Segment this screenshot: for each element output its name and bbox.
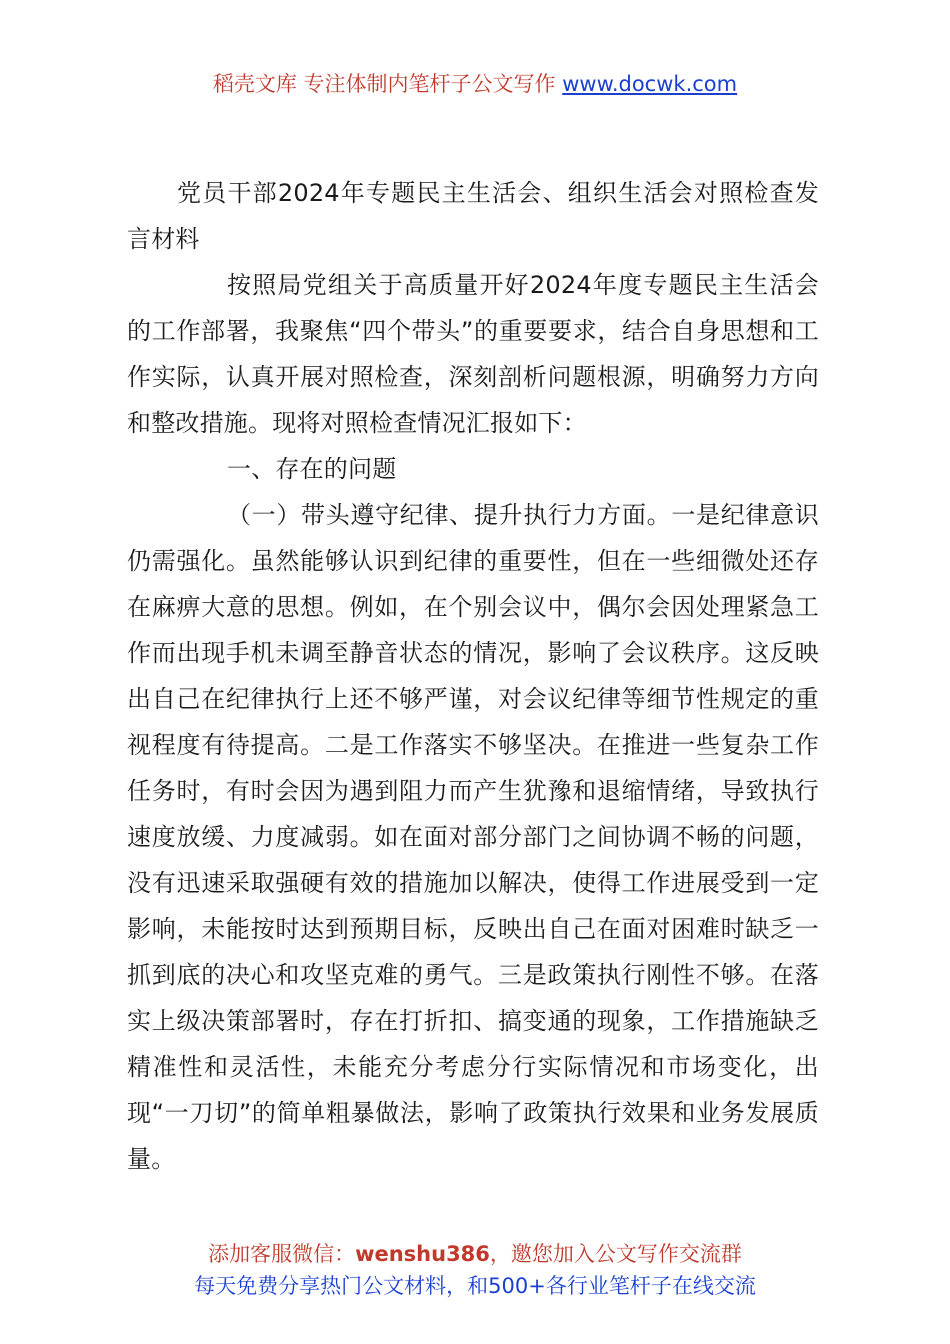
intro-paragraph: 按照局党组关于高质量开好2024年度专题民主生活会的工作部署，我聚焦“四个带头”的重要要求，结合自身思想和工作实际，认真开展对照检查，深刻剖析问题根源，明确努力方向和整改措施。现将对照检查情况汇报如下： <box>127 271 819 437</box>
footer-suffix: ，邀您加入公文写作交流群 <box>489 1242 742 1266</box>
document-body <box>127 170 819 1182</box>
banner-text: 稻壳文库 专注体制内笔杆子公文写作 <box>212 72 563 96</box>
section-heading: 一、存在的问题 <box>227 455 397 483</box>
site-banner <box>0 68 950 100</box>
issue-paragraph: （一）带头遵守纪律、提升执行力方面。一是纪律意识仍需强化。虽然能够认识到纪律的重要性，但在一些细微处还存在麻痹大意的思想。例如，在个别会议中，偶尔会因处理紧急工作而出现手机未调至静音状态的情况，影响了会议秩序。这反映出自己在纪律执行上还不够严谨，对会议纪律等细节性规定的重视程度有待提高。二是工作落实不够坚决。在推进一些复杂工作任务时，有时会因为遇到阻力而产生犹豫和退缩情绪，导致执行速度放缓、力度减弱。如在面对部分部门之间协调不畅的问题，没有迅速采取强硬有效的措施加以解决，使得工作进展受到一定影响，未能按时达到预期目标，反映出自己在面对困难时缺乏一抓到底的决心和攻坚克难的勇气。三是政策执行刚性不够。在落实上级决策部署时，存在打折扣、搞变通的现象，工作措施缺乏精准性和灵活性，未能充分考虑分行实际情况和市场变化，出现“一刀切”的简单粗暴做法，影响了政策执行效果和业务发展质量。 <box>127 501 819 1173</box>
footer-prefix: 添加客服微信： <box>208 1242 356 1266</box>
document-title: 党员干部2024年专题民主生活会、组织生活会对照检查发言材料 <box>127 179 819 253</box>
site-link[interactable]: www.docwk.com <box>562 72 738 96</box>
footer-contact-line <box>0 1238 950 1270</box>
promo-footer <box>0 1238 950 1302</box>
footer-promo-line: 每天免费分享热门公文材料，和500+各行业笔杆子在线交流 <box>194 1274 756 1298</box>
wechat-id: wenshu386 <box>355 1242 490 1266</box>
